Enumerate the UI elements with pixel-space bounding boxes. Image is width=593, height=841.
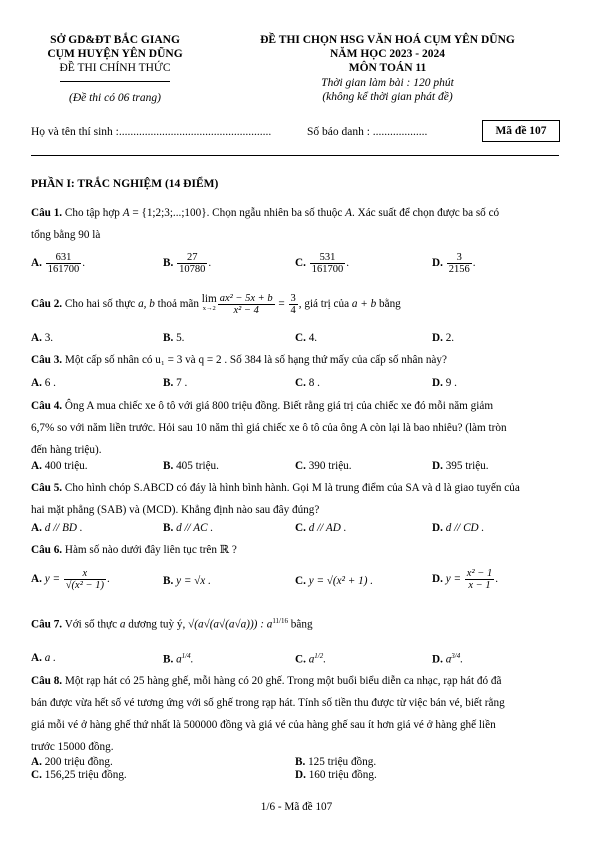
q1-number: Câu 1. [31,207,63,219]
q2-numerator: ax² − 5x + b [219,292,273,304]
option-letter: D. [295,769,306,781]
exam-year: NĂM HỌC 2023 - 2024 [330,48,445,60]
q4-option-b[interactable] [163,460,219,472]
header-dept: SỞ GD&ĐT BẮC GIANG [50,34,180,46]
q5-number: Câu 5. [31,482,63,494]
frac-den: 161700 [47,264,80,275]
q2-vars: a, b [138,298,155,310]
option-text: a . [44,652,56,664]
q1-option-b[interactable]: B. $\frac{27}{10780}$ . [163,252,212,275]
option-letter: C. [295,575,306,587]
q1-text-c: . Xác suất để chọn được ba số có [352,207,500,219]
section-title: PHẦN I: TRẮC NGHIỆM (14 ĐIỂM) [31,178,219,190]
option-text: 6 . [44,377,56,389]
option-letter: C. [31,769,42,781]
frac-num: x [64,568,106,580]
option-text: 7 . [176,377,188,389]
q7-var: a [119,618,126,631]
header-divider [31,155,559,156]
q7-exponent: 11/16 [272,617,288,625]
option-letter: B. [163,332,174,344]
q8-option-d[interactable] [295,769,377,781]
q7-expression: √(a√(a√(a√a))) : a [188,618,273,631]
option-letter: A. [31,460,42,472]
q1-text-d: tổng bằng 90 là [31,229,101,241]
q3-option-c[interactable] [295,377,320,389]
q2-text-d: bằng [376,298,401,310]
option-letter: B. [163,377,174,389]
header-official: ĐỀ THI CHÍNH THỨC [59,62,171,74]
q5-option-c[interactable] [295,522,346,534]
option-letter: A. [31,652,42,664]
option-text: 395 triệu. [445,460,489,472]
option-text: y = [445,573,464,586]
q6-number: Câu 6. [31,544,63,556]
option-letter: A. [31,756,42,768]
header-cluster: CỤM HUYỆN YÊN DŨNG [47,48,183,60]
exam-title: ĐỀ THI CHỌN HSG VĂN HOÁ CỤM YÊN DŨNG [260,34,515,46]
option-letter: B. [163,522,174,534]
question-7 [31,610,561,636]
page-footer: 1/6 - Mã đề 107 [260,801,333,813]
option-text: 405 triệu. [176,460,219,472]
q8-option-c[interactable] [31,769,127,781]
q2-text-c: , giá trị của [298,298,352,310]
q3-option-d[interactable] [432,377,457,389]
q4-number: Câu 4. [31,400,63,412]
q7-option-d[interactable]: D. $a^{3/4}$. [432,652,464,666]
option-text: 200 triệu đồng. [44,756,113,768]
option-letter: A. [31,257,42,270]
question-5 [31,477,561,521]
q7-option-b[interactable]: B. $a^{1/4}$. [163,652,194,666]
q2-option-c[interactable] [295,332,317,344]
q7-text: Với số thực [62,618,120,631]
option-letter: A. [31,377,42,389]
option-text: d // CD . [445,522,485,534]
q2-lim: lim [201,293,217,306]
option-letter: B. [163,257,174,270]
q2-text: Cho hai số thực [62,298,139,310]
q8-text-2: bán được vừa hết số vé tương ứng với số ghế trong rạp hát. Tính số tiền thu được từ việc bán vé, biết rằng [31,697,505,709]
q7-text-c: bằng [288,618,313,631]
option-letter: D. [432,377,443,389]
option-text: 160 triệu đồng. [308,769,377,781]
option-letter: D. [432,460,443,472]
q5-text: Cho hình chóp S.ABCD có đáy là hình bình hành. Gọi M là trung điểm của SA và d là giao tuyến của [62,482,520,494]
exam-subject: MÔN TOÁN 11 [348,62,427,74]
option-text: a [445,653,452,666]
option-text: 156,25 triệu đồng. [44,769,127,781]
option-text: 5. [176,332,185,344]
option-letter: C. [295,522,306,534]
q2-text-b: thoả mãn [154,298,202,310]
q1-set-value: = {1;2;3;...;100} [129,207,207,219]
question-6 [31,539,561,561]
option-letter: B. [163,653,174,666]
frac-den: 2156 [448,264,470,275]
student-id-label: Số báo danh : ................... [307,126,428,138]
q3-number: Câu 3. [31,354,63,366]
q2-lim-sub: x→2 [202,305,216,313]
q3-option-a[interactable] [31,377,56,389]
frac-num: 3 [447,252,472,264]
q3-text: Một cấp số nhân có u₁ = 3 và q = 2 . Số 384 là số hạng thứ mấy của cấp số nhân này? [62,354,447,366]
q2-option-a[interactable] [31,332,53,344]
q1-text-b: . Chọn ngẫu nhiên ba số thuộc [206,207,346,219]
option-exponent: 1/4 [181,652,191,660]
option-text: 400 triệu. [44,460,88,472]
option-text: 2. [445,332,455,344]
q6-option-c[interactable] [295,575,373,587]
question-4 [31,395,561,461]
q1-option-d[interactable]: D. $\frac{3}{2156}$ . [432,252,476,275]
q1-text: Cho tập hợp [62,207,123,219]
option-letter: D. [432,573,443,586]
option-letter: B. [163,575,174,587]
option-letter: B. [163,460,174,472]
option-text: 8 . [308,377,320,389]
exam-code-box: Mã đề 107 [482,120,560,142]
q7-option-c[interactable]: C. $a^{1/2}$. [295,652,327,666]
option-text: 9 . [445,377,457,389]
q3-option-b[interactable] [163,377,187,389]
question-2 [31,290,561,318]
option-text: d // AC . [176,522,214,534]
option-text: 3. [44,332,54,344]
q4-option-d[interactable] [432,460,489,472]
frac-num: 27 [177,252,207,264]
question-3 [31,349,561,371]
option-letter: D. [432,257,443,270]
frac-den: 10780 [179,264,206,275]
q2-sum: a + b [351,298,377,310]
option-letter: A. [31,332,42,344]
frac-num: 531 [310,252,346,264]
q7-number: Câu 7. [31,618,63,631]
frac-den: √(x² − 1) [65,580,104,591]
q2-eq: = [275,298,288,310]
q4-text: Ông A mua chiếc xe ô tô với giá 800 triệu đồng. Biết rằng giá trị của chiếc xe đó mỗi năm giảm [62,400,494,412]
q2-option-b[interactable] [163,332,184,344]
q6-option-d[interactable]: D. y = $\frac{\text{x² − 1}}{x - 1}$ . [432,568,498,591]
option-text: y = √(x² + 1) . [308,575,374,587]
q8-option-b[interactable] [295,756,376,768]
exam-note: (không kể thời gian phát đề) [322,91,453,103]
question-8 [31,670,561,758]
option-text: y = √x . [176,575,211,587]
exam-duration: Thời gian làm bài : 120 phút [321,77,454,89]
option-letter: D. [432,522,443,534]
q2-number: Câu 2. [31,298,63,310]
frac-den: 161700 [311,264,344,275]
option-text: 390 triệu. [308,460,352,472]
q7-option-a[interactable] [31,652,56,664]
option-text: a [176,653,182,666]
option-letter: C. [295,653,306,666]
q7-text-b: dương tuỳ ý, [125,618,189,631]
q4-text-3: đến hàng triệu). [31,444,102,456]
option-letter: C. [295,460,306,472]
option-letter: C. [295,332,306,344]
option-letter: D. [432,653,443,666]
option-text: d // BD . [44,522,83,534]
frac-num: 631 [46,252,82,264]
q2-denominator: x² − 4 [233,304,259,316]
option-text: a [308,653,315,666]
q6-option-a[interactable]: A. y = $\frac{x}{\text{√(x² − 1)}}$ . [31,568,110,591]
option-text: 4. [308,332,318,344]
q4-option-a[interactable] [31,460,88,472]
q8-text: Một rạp hát có 25 hàng ghế, mỗi hàng có 20 ghế. Trong một buổi biểu diễn ca nhạc, rạp hát đó đã [62,675,502,687]
q5-option-d[interactable] [432,522,484,534]
option-text: y = [44,573,63,586]
q8-number: Câu 8. [31,675,63,687]
q5-option-b[interactable] [163,522,213,534]
option-letter: C. [295,257,306,270]
question-1 [31,202,561,246]
q2-result-num: 3 [290,292,296,304]
option-letter: C. [295,377,306,389]
q4-text-2: 6,7% so với năm liền trước. Hỏi sau 10 năm thì giá chiếc xe ô tô của ông A còn lại là bao nhiêu? (làm tròn [31,422,507,434]
q8-option-a[interactable] [31,756,113,768]
option-letter: A. [31,573,42,586]
q1-set-2: A [345,207,353,219]
q5-text-2: hai mặt phẳng (SAB) và (MCD). Khẳng định nào sau đây đúng? [31,504,320,516]
option-exponent: 3/4 [451,652,461,660]
option-letter: B. [295,756,306,768]
q2-result-den: 4 [290,304,296,316]
q1-option-c[interactable]: C. $\frac{531}{161700}$ . [295,252,349,275]
q1-set: A [122,207,130,219]
frac-den: x − 1 [468,580,491,591]
student-name-label: Họ và tên thí sinh :..................................................... [31,126,272,138]
option-exponent: 1/2 [314,652,324,660]
header-pages: (Đề thi có 06 trang) [69,92,161,104]
option-text: 125 triệu đồng. [308,756,377,768]
q5-option-a[interactable] [31,522,83,534]
option-letter: A. [31,522,42,534]
option-text: d // AD . [308,522,347,534]
q6-text: Hàm số nào dưới đây liên tục trên ℝ ? [62,544,237,556]
header-left-rule [60,81,170,82]
option-letter: D. [432,332,443,344]
q8-text-4: trước 15000 đồng. [31,741,114,753]
frac-num: x² − 1 [466,568,493,579]
q4-option-c[interactable] [295,460,352,472]
q2-option-d[interactable] [432,332,454,344]
q1-option-a[interactable]: A. $\frac{631}{161700}$ . [31,252,85,275]
q8-text-3: giá mỗi vé ở hàng ghế thứ nhất là 500000 đồng và giá vé của hàng ghế sau ít hơn giá vé ở hàng ghế liền [31,719,496,731]
q6-option-b[interactable] [163,575,211,587]
